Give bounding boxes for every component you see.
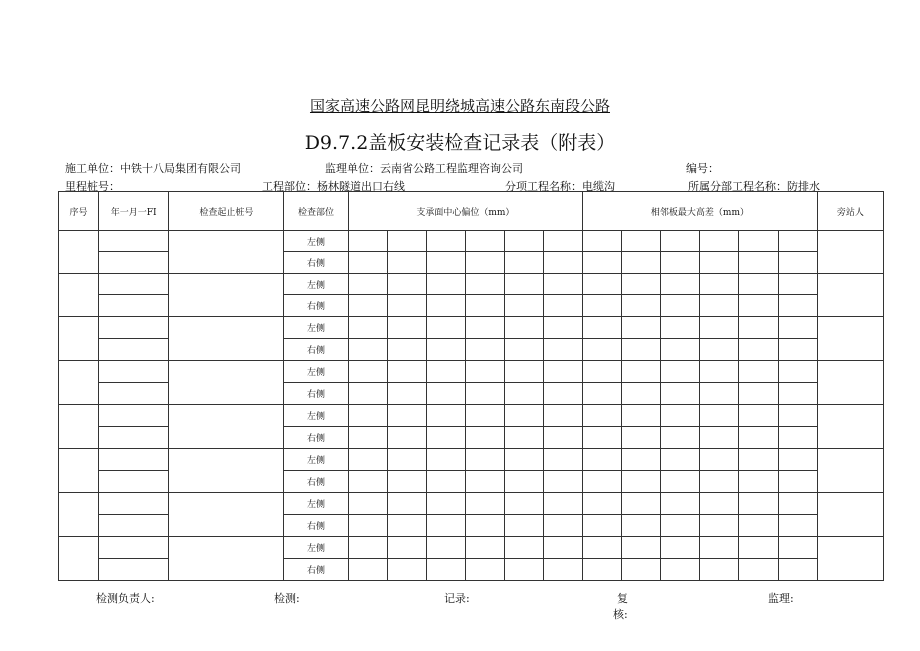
measure-cell [504, 361, 543, 383]
sub-part-name: 所属分部工程名称：防排水 [688, 180, 820, 193]
measure-cell [661, 449, 700, 471]
measure-cell [583, 537, 622, 559]
measure-cell [778, 231, 817, 252]
measure-cell [622, 515, 661, 537]
measure-cell [544, 295, 583, 317]
measure-cell [465, 493, 504, 515]
measure-cell [778, 449, 817, 471]
header-seq: 序号 [59, 192, 99, 231]
date-cell [99, 405, 169, 427]
supervision-unit: 监理单位：云南省公路工程监理咨询公司 [325, 162, 523, 175]
seq-cell [59, 317, 99, 361]
measure-cell [387, 252, 426, 274]
measure-cell [544, 471, 583, 493]
measure-cell [583, 361, 622, 383]
measure-cell [348, 274, 387, 295]
measure-cell [739, 317, 778, 339]
measure-cell [700, 339, 739, 361]
seq-cell [59, 231, 99, 274]
measure-cell [583, 405, 622, 427]
pile-cell [169, 493, 284, 537]
seq-cell [59, 274, 99, 317]
measure-cell [700, 405, 739, 427]
date-cell [99, 295, 169, 317]
measure-cell [348, 405, 387, 427]
table-row [59, 231, 884, 252]
measure-cell [778, 252, 817, 274]
measure-cell [465, 559, 504, 581]
measure-cell [426, 317, 465, 339]
date-cell [99, 449, 169, 471]
measure-cell [778, 295, 817, 317]
measure-cell [622, 252, 661, 274]
witness-cell [817, 449, 883, 493]
measure-cell [387, 339, 426, 361]
measure-cell [387, 361, 426, 383]
table-row [59, 361, 884, 383]
date-cell [99, 493, 169, 515]
witness-cell [817, 405, 883, 449]
measure-cell [465, 231, 504, 252]
measure-cell [583, 274, 622, 295]
measure-cell [661, 252, 700, 274]
measure-cell [622, 231, 661, 252]
right-side-label: 右侧 [284, 339, 348, 361]
document-heading: 国家高速公路网昆明绕城高速公路东南段公路 [309, 97, 610, 115]
measure-cell [504, 383, 543, 405]
measure-cell [739, 449, 778, 471]
measure-cell [700, 449, 739, 471]
measure-cell [465, 449, 504, 471]
measure-cell [504, 339, 543, 361]
measure-cell [504, 252, 543, 274]
measure-cell [778, 493, 817, 515]
measure-cell [622, 449, 661, 471]
measure-cell [700, 317, 739, 339]
footer-supervisor: 监理: [768, 592, 794, 605]
table-row [59, 449, 884, 471]
measure-cell [387, 383, 426, 405]
form-number: 编号： [686, 162, 719, 175]
measure-cell [622, 405, 661, 427]
measure-cell [661, 559, 700, 581]
measure-cell [426, 361, 465, 383]
measure-cell [465, 274, 504, 295]
measure-cell [387, 295, 426, 317]
measure-cell [426, 559, 465, 581]
measure-cell [700, 427, 739, 449]
measure-cell [465, 252, 504, 274]
measure-cell [426, 493, 465, 515]
right-side-label: 右侧 [284, 427, 348, 449]
date-cell [99, 317, 169, 339]
left-side-label: 左侧 [284, 493, 348, 515]
measure-cell [739, 427, 778, 449]
seq-cell [59, 537, 99, 581]
measure-cell [739, 339, 778, 361]
measure-cell [465, 405, 504, 427]
footer-tester: 检测: [274, 592, 300, 605]
measure-cell [426, 427, 465, 449]
table-row [59, 493, 884, 515]
measure-cell [387, 317, 426, 339]
measure-cell [544, 274, 583, 295]
footer-review-2: 核: [613, 608, 628, 621]
measure-cell [387, 449, 426, 471]
measure-cell [465, 383, 504, 405]
footer-review-1: 复 [617, 592, 628, 605]
measure-cell [661, 427, 700, 449]
pile-cell [169, 449, 284, 493]
measure-cell [778, 317, 817, 339]
measure-cell [622, 427, 661, 449]
measure-cell [583, 339, 622, 361]
pile-cell [169, 361, 284, 405]
measure-cell [426, 252, 465, 274]
measure-cell [583, 559, 622, 581]
inspection-table [58, 191, 884, 581]
measure-cell [739, 383, 778, 405]
measure-cell [661, 537, 700, 559]
sub-item-name: 分项工程名称：电缆沟 [505, 180, 615, 193]
measure-cell [739, 515, 778, 537]
seq-cell [59, 449, 99, 493]
measure-cell [348, 559, 387, 581]
measure-cell [504, 405, 543, 427]
form-title: D9.7.2盖板安装检查记录表（附表） [304, 132, 616, 154]
measure-cell [544, 427, 583, 449]
measure-cell [504, 317, 543, 339]
seq-cell [59, 493, 99, 537]
header-row [59, 192, 884, 231]
measure-cell [622, 471, 661, 493]
footer-responsible: 检测负责人: [96, 592, 155, 605]
measure-cell [348, 515, 387, 537]
header-height-diff: 相邻板最大高差（mm） [583, 192, 818, 231]
measure-cell [739, 295, 778, 317]
seq-cell [59, 405, 99, 449]
measure-cell [739, 537, 778, 559]
measure-cell [348, 295, 387, 317]
measure-cell [504, 537, 543, 559]
right-side-label: 右侧 [284, 295, 348, 317]
seq-cell [59, 361, 99, 405]
measure-cell [700, 361, 739, 383]
pile-cell [169, 537, 284, 581]
pile-cell [169, 231, 284, 274]
date-cell [99, 274, 169, 295]
measure-cell [348, 252, 387, 274]
measure-cell [504, 559, 543, 581]
measure-cell [661, 383, 700, 405]
measure-cell [465, 339, 504, 361]
header-date: 年一月一FI [99, 192, 169, 231]
measure-cell [348, 231, 387, 252]
date-cell [99, 471, 169, 493]
measure-cell [348, 537, 387, 559]
measure-cell [661, 295, 700, 317]
measure-cell [504, 449, 543, 471]
measure-cell [583, 383, 622, 405]
measure-cell [387, 405, 426, 427]
right-side-label: 右侧 [284, 383, 348, 405]
date-cell [99, 427, 169, 449]
measure-cell [348, 317, 387, 339]
measure-cell [700, 231, 739, 252]
measure-cell [426, 405, 465, 427]
measure-cell [465, 295, 504, 317]
measure-cell [700, 295, 739, 317]
measure-cell [700, 493, 739, 515]
measure-cell [583, 449, 622, 471]
work-part: 工程部位：杨林隧道出口右线 [262, 180, 405, 193]
measure-cell [465, 361, 504, 383]
witness-cell [817, 317, 883, 361]
measure-cell [661, 339, 700, 361]
measure-cell [622, 493, 661, 515]
measure-cell [700, 537, 739, 559]
right-side-label: 右侧 [284, 559, 348, 581]
measure-cell [426, 295, 465, 317]
measure-cell [426, 274, 465, 295]
measure-cell [622, 295, 661, 317]
measure-cell [426, 383, 465, 405]
measure-cell [348, 361, 387, 383]
measure-cell [661, 231, 700, 252]
measure-cell [661, 493, 700, 515]
measure-cell [622, 559, 661, 581]
date-cell [99, 537, 169, 559]
measure-cell [387, 559, 426, 581]
measure-cell [739, 274, 778, 295]
measure-cell [387, 274, 426, 295]
measure-cell [622, 339, 661, 361]
measure-cell [583, 493, 622, 515]
measure-cell [387, 493, 426, 515]
measure-cell [622, 317, 661, 339]
measure-cell [387, 427, 426, 449]
measure-cell [348, 383, 387, 405]
measure-cell [583, 515, 622, 537]
measure-cell [504, 231, 543, 252]
measure-cell [622, 383, 661, 405]
witness-cell [817, 274, 883, 317]
left-side-label: 左侧 [284, 405, 348, 427]
measure-cell [583, 427, 622, 449]
measure-cell [426, 515, 465, 537]
measure-cell [622, 361, 661, 383]
right-side-label: 右侧 [284, 515, 348, 537]
measure-cell [661, 405, 700, 427]
measure-cell [504, 515, 543, 537]
header-position: 检查部位 [284, 192, 348, 231]
measure-cell [700, 383, 739, 405]
measure-cell [465, 515, 504, 537]
measure-cell [544, 252, 583, 274]
measure-cell [544, 537, 583, 559]
measure-cell [778, 405, 817, 427]
measure-cell [778, 515, 817, 537]
left-side-label: 左侧 [284, 361, 348, 383]
measure-cell [739, 559, 778, 581]
measure-cell [739, 252, 778, 274]
chainage: 里程桩号： [65, 180, 120, 193]
measure-cell [387, 537, 426, 559]
construction-unit: 施工单位：中铁十八局集团有限公司 [65, 162, 241, 175]
header-witness: 旁站人 [817, 192, 883, 231]
measure-cell [504, 427, 543, 449]
pile-cell [169, 317, 284, 361]
measure-cell [544, 383, 583, 405]
date-cell [99, 515, 169, 537]
measure-cell [504, 493, 543, 515]
right-side-label: 右侧 [284, 471, 348, 493]
measure-cell [583, 295, 622, 317]
measure-cell [544, 405, 583, 427]
measure-cell [778, 427, 817, 449]
measure-cell [700, 252, 739, 274]
measure-cell [583, 471, 622, 493]
measure-cell [426, 471, 465, 493]
measure-cell [778, 339, 817, 361]
measure-cell [583, 317, 622, 339]
measure-cell [426, 231, 465, 252]
measure-cell [504, 274, 543, 295]
measure-cell [387, 471, 426, 493]
footer-recorder: 记录: [444, 592, 470, 605]
measure-cell [778, 559, 817, 581]
date-cell [99, 252, 169, 274]
measure-cell [544, 515, 583, 537]
witness-cell [817, 537, 883, 581]
measure-cell [544, 493, 583, 515]
measure-cell [739, 471, 778, 493]
witness-cell [817, 493, 883, 537]
measure-cell [661, 471, 700, 493]
pile-cell [169, 405, 284, 449]
date-cell [99, 231, 169, 252]
measure-cell [544, 361, 583, 383]
measure-cell [661, 515, 700, 537]
measure-cell [700, 515, 739, 537]
measure-cell [778, 361, 817, 383]
measure-cell [778, 537, 817, 559]
measure-cell [426, 449, 465, 471]
measure-cell [465, 317, 504, 339]
measure-cell [387, 515, 426, 537]
measure-cell [348, 471, 387, 493]
left-side-label: 左侧 [284, 317, 348, 339]
measure-cell [544, 339, 583, 361]
header-center-offset: 支承面中心偏位（mm） [348, 192, 583, 231]
measure-cell [661, 274, 700, 295]
date-cell [99, 383, 169, 405]
pile-cell [169, 274, 284, 317]
measure-cell [778, 383, 817, 405]
measure-cell [348, 339, 387, 361]
measure-cell [583, 252, 622, 274]
measure-cell [622, 274, 661, 295]
left-side-label: 左侧 [284, 449, 348, 471]
measure-cell [700, 274, 739, 295]
table-row [59, 405, 884, 427]
measure-cell [348, 493, 387, 515]
measure-cell [700, 559, 739, 581]
witness-cell [817, 231, 883, 274]
measure-cell [778, 274, 817, 295]
left-side-label: 左侧 [284, 231, 348, 252]
measure-cell [622, 537, 661, 559]
measure-cell [544, 231, 583, 252]
measure-cell [387, 231, 426, 252]
header-pile: 检查起止桩号 [169, 192, 284, 231]
measure-cell [700, 471, 739, 493]
measure-cell [544, 449, 583, 471]
measure-cell [739, 405, 778, 427]
left-side-label: 左侧 [284, 274, 348, 295]
measure-cell [348, 449, 387, 471]
measure-cell [661, 317, 700, 339]
measure-cell [504, 295, 543, 317]
measure-cell [465, 471, 504, 493]
measure-cell [739, 361, 778, 383]
measure-cell [504, 471, 543, 493]
measure-cell [426, 339, 465, 361]
measure-cell [465, 427, 504, 449]
right-side-label: 右侧 [284, 252, 348, 274]
date-cell [99, 559, 169, 581]
date-cell [99, 361, 169, 383]
measure-cell [739, 231, 778, 252]
measure-cell [544, 559, 583, 581]
witness-cell [817, 361, 883, 405]
measure-cell [348, 427, 387, 449]
measure-cell [426, 537, 465, 559]
measure-cell [583, 231, 622, 252]
left-side-label: 左侧 [284, 537, 348, 559]
table-row [59, 274, 884, 295]
table-row [59, 537, 884, 559]
measure-cell [778, 471, 817, 493]
table-row [59, 317, 884, 339]
measure-cell [465, 537, 504, 559]
measure-cell [544, 317, 583, 339]
date-cell [99, 339, 169, 361]
measure-cell [739, 493, 778, 515]
measure-cell [661, 361, 700, 383]
